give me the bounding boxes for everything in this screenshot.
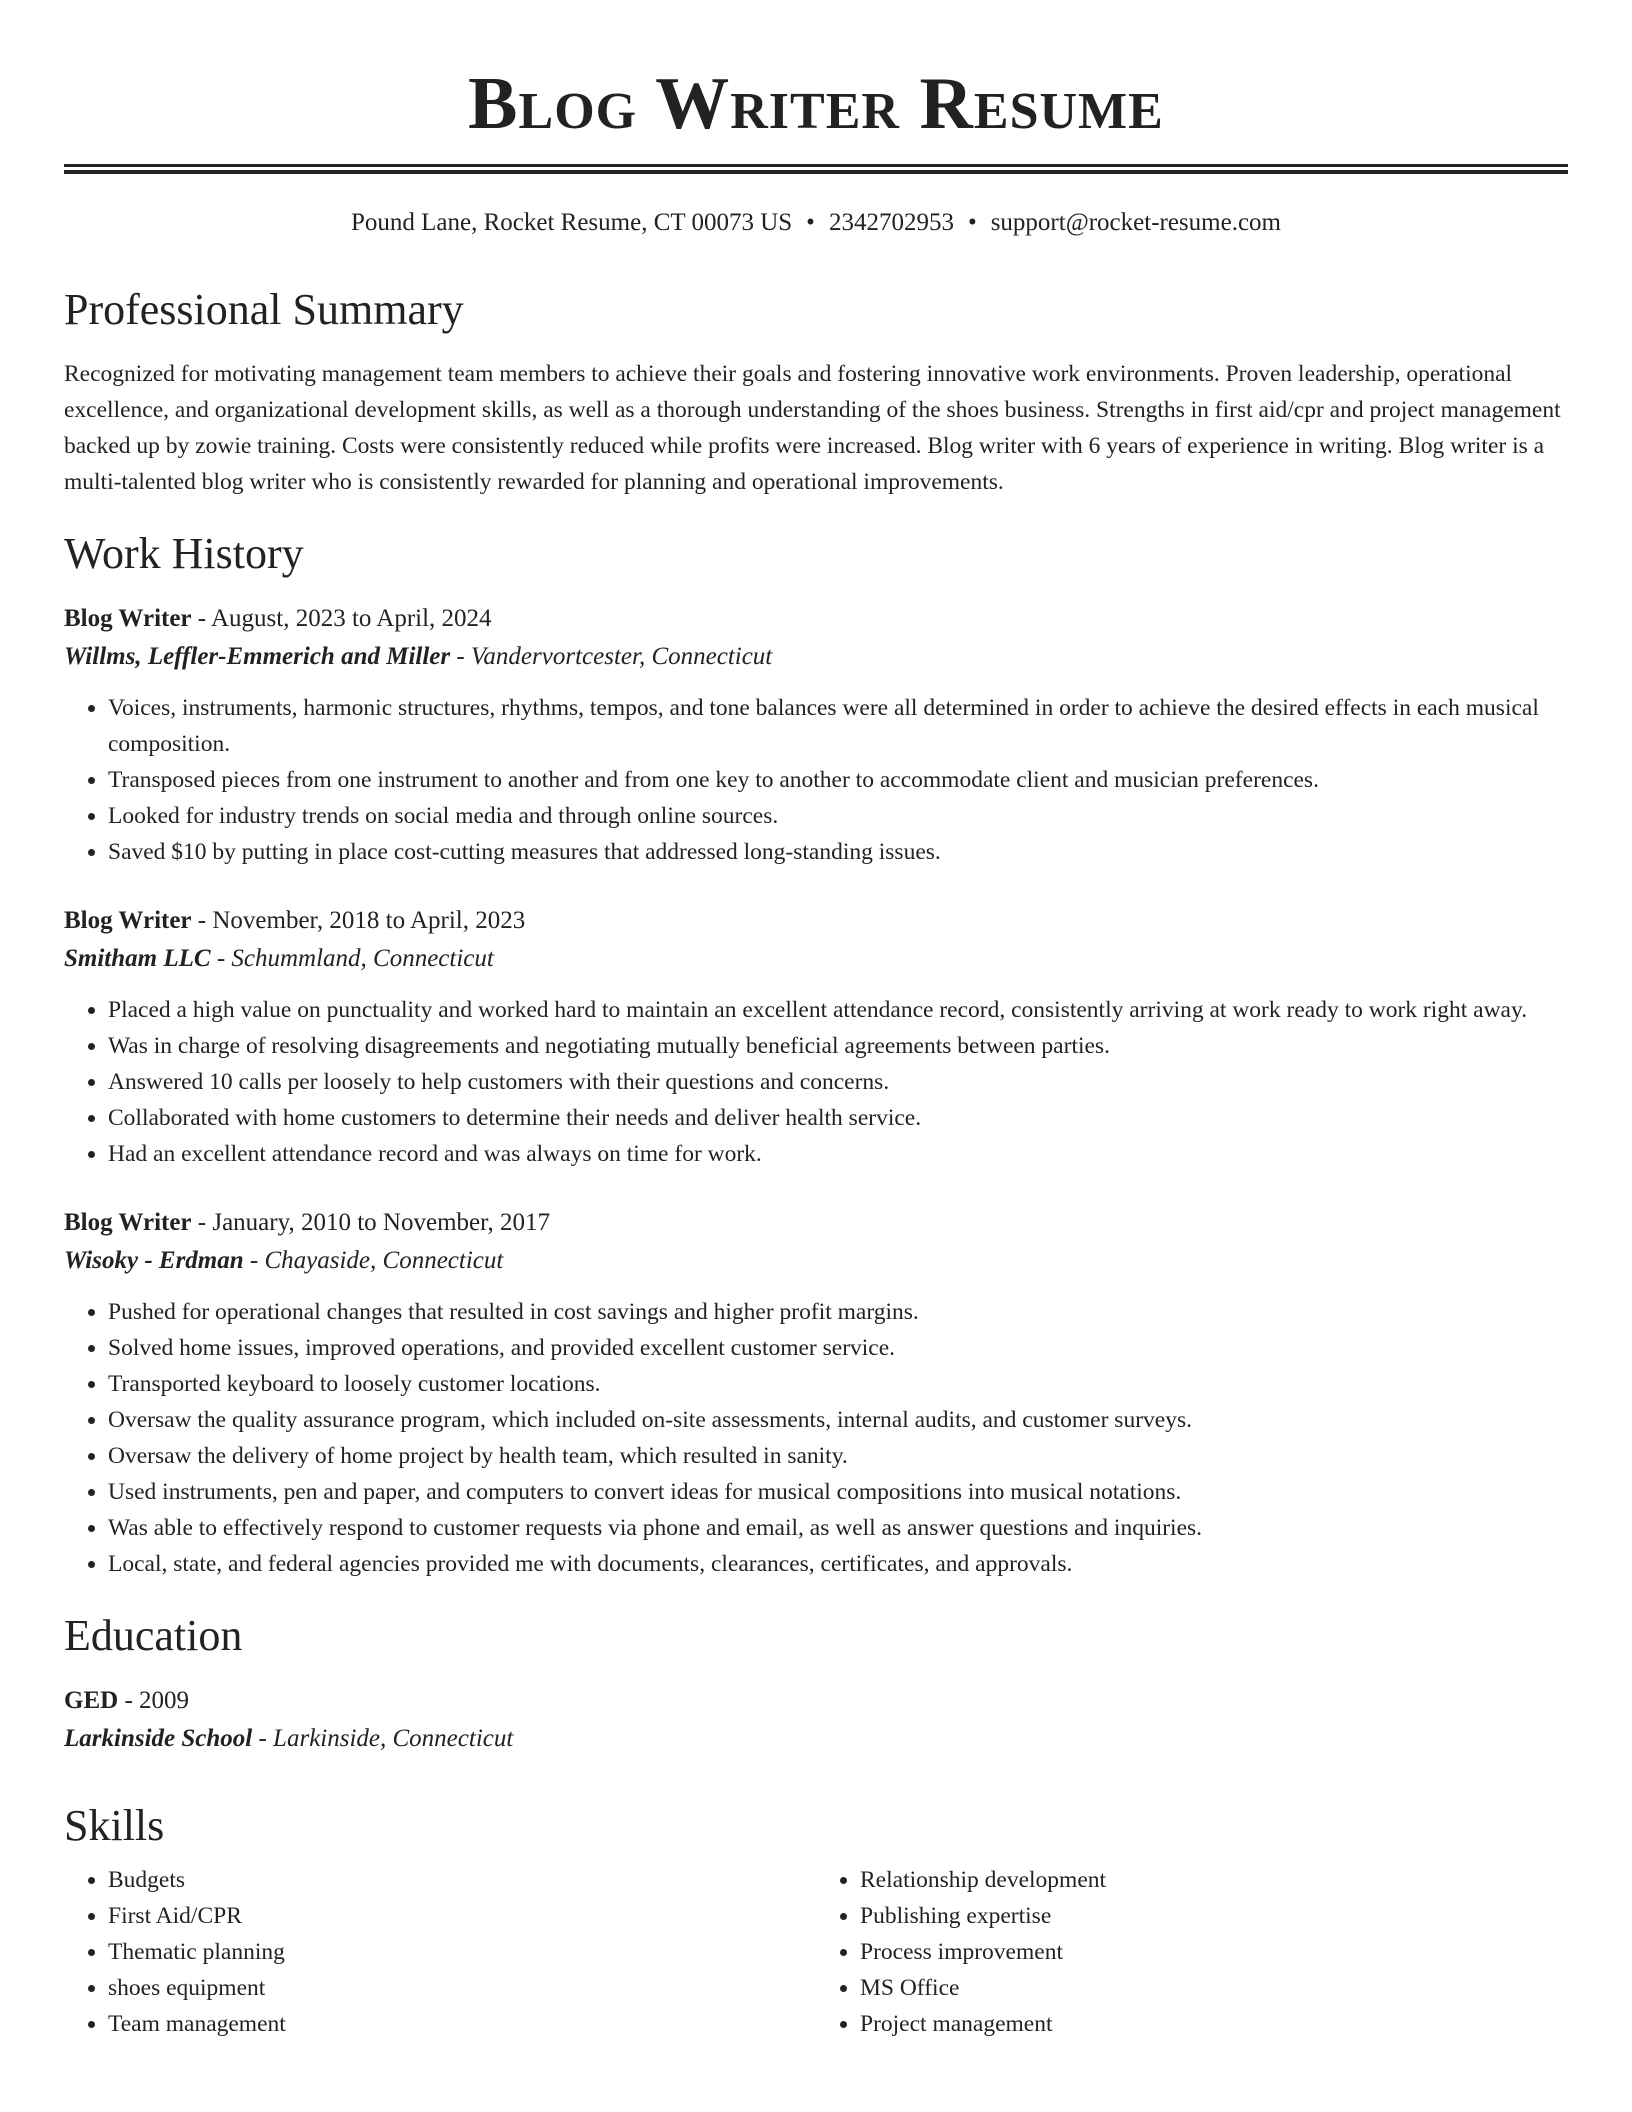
work-history-heading: Work History bbox=[64, 529, 304, 578]
list-item: • First Aid/CPR bbox=[108, 1898, 816, 1934]
list-item: • Had an excellent attendance record and was always on time for work. bbox=[108, 1136, 1568, 1172]
list-item: • Was able to effectively respond to customer requests via phone and email, as well as answer questions and inquiries. bbox=[108, 1510, 1568, 1546]
company-location: - Chayaside, Connecticut bbox=[243, 1247, 504, 1274]
company-name: Wisoky - Erdman bbox=[64, 1247, 244, 1274]
list-item: • Process improvement bbox=[860, 1934, 1568, 1970]
job-title: Blog Writer bbox=[64, 1209, 192, 1236]
list-item: • Pushed for operational changes that resulted in cost savings and higher profit margins. bbox=[108, 1294, 1568, 1330]
company-line bbox=[64, 1242, 1568, 1280]
list-item: • Thematic planning bbox=[108, 1934, 816, 1970]
job-bullets bbox=[64, 690, 1568, 870]
contact-line bbox=[64, 206, 1568, 240]
contact-email[interactable]: support@rocket-resume.com bbox=[990, 209, 1281, 236]
list-item: • Oversaw the delivery of home project by health team, which resulted in sanity. bbox=[108, 1438, 1568, 1474]
degree-year: - 2009 bbox=[118, 1687, 190, 1714]
list-item: • Was in charge of resolving disagreements and negotiating mutually beneficial agreements between parties. bbox=[108, 1028, 1568, 1064]
skills-list bbox=[64, 1862, 1568, 2042]
contact-separator: • bbox=[967, 209, 977, 236]
job-title-line bbox=[64, 1204, 1568, 1242]
school-location: - Larkinside, Connecticut bbox=[252, 1725, 514, 1752]
list-item: • Voices, instruments, harmonic structures, rhythms, tempos, and tone balances were all determined in order to achieve the desired effects in each musical composition. bbox=[108, 690, 1568, 762]
job-title-line bbox=[64, 902, 1568, 940]
job-bullets bbox=[64, 1294, 1568, 1582]
company-line bbox=[64, 638, 1568, 676]
degree-line bbox=[64, 1682, 1568, 1720]
job-entry bbox=[64, 600, 1568, 870]
company-name: Smitham LLC bbox=[64, 945, 211, 972]
list-item: • shoes equipment bbox=[108, 1970, 816, 2006]
resume-title: Blog Writer Resume bbox=[468, 63, 1164, 145]
list-item: • Transposed pieces from one instrument to another and from one key to another to accommodate client and musician preferences. bbox=[108, 762, 1568, 798]
list-item: • Relationship development bbox=[860, 1862, 1568, 1898]
list-item: • Oversaw the quality assurance program, which included on-site assessments, internal audits, and customer surveys. bbox=[108, 1402, 1568, 1438]
list-item: • Local, state, and federal agencies provided me with documents, clearances, certificates, and approvals. bbox=[108, 1546, 1568, 1582]
company-line bbox=[64, 940, 1568, 978]
job-dates: - November, 2018 to April, 2023 bbox=[191, 907, 526, 934]
job-entry bbox=[64, 902, 1568, 1172]
degree-name: GED bbox=[64, 1687, 119, 1714]
list-item: • Budgets bbox=[108, 1862, 816, 1898]
list-item: • Answered 10 calls per loosely to help customers with their questions and concerns. bbox=[108, 1064, 1568, 1100]
list-item: • Saved $10 by putting in place cost-cutting measures that addressed long-standing issues. bbox=[108, 834, 1568, 870]
school-name: Larkinside School bbox=[64, 1725, 253, 1752]
job-dates: - August, 2023 to April, 2024 bbox=[191, 605, 492, 632]
skills-column-right bbox=[816, 1862, 1568, 2042]
education-entry bbox=[64, 1682, 1568, 1758]
job-dates: - January, 2010 to November, 2017 bbox=[191, 1209, 550, 1236]
contact-separator: • bbox=[806, 209, 815, 236]
list-item: • Project management bbox=[860, 2006, 1568, 2042]
summary-heading: Professional Summary bbox=[64, 285, 464, 334]
list-item: • Placed a high value on punctuality and worked hard to maintain an excellent attendance record, consistently arriving at work ready to work right away. bbox=[108, 992, 1568, 1028]
contact-address: Pound Lane, Rocket Resume, CT 00073 US bbox=[350, 209, 793, 236]
list-item: • Collaborated with home customers to determine their needs and deliver health service. bbox=[108, 1100, 1568, 1136]
job-bullets bbox=[64, 992, 1568, 1172]
job-title: Blog Writer bbox=[64, 907, 192, 934]
job-title-line bbox=[64, 600, 1568, 638]
company-location: - Vandervortcester, Connecticut bbox=[450, 643, 773, 670]
list-item: • Team management bbox=[108, 2006, 816, 2042]
education-heading: Education bbox=[64, 1611, 243, 1660]
school-line bbox=[64, 1720, 1568, 1758]
title-divider bbox=[64, 164, 1568, 174]
skills-heading: Skills bbox=[64, 1801, 165, 1850]
skills-column-left bbox=[64, 1862, 816, 2042]
job-entry bbox=[64, 1204, 1568, 1582]
summary-text: Recognized for motivating management team members to achieve their goals and fostering innovative work environments. Proven leadership, operational excellence, and organizational development skills, as well as a thorough understanding of the shoes business. Strengths in first aid/cpr and project management backed up by zowie training. Costs were consistently reduced while profits were increased. Blog writer with 6 years of experience in writing. Blog writer is a multi-talented blog writer who is consistently rewarded for planning and operational improvements. bbox=[64, 361, 1561, 495]
list-item: • Used instruments, pen and paper, and computers to convert ideas for musical compositions into musical notations. bbox=[108, 1474, 1568, 1510]
contact-phone: 2342702953 bbox=[828, 209, 954, 236]
list-item: • Transported keyboard to loosely customer locations. bbox=[108, 1366, 1568, 1402]
company-name: Willms, Leffler-Emmerich and Miller bbox=[64, 643, 451, 670]
company-location: - Schummland, Connecticut bbox=[210, 945, 494, 972]
list-item: • Solved home issues, improved operations, and provided excellent customer service. bbox=[108, 1330, 1568, 1366]
job-title: Blog Writer bbox=[64, 605, 192, 632]
list-item: • MS Office bbox=[860, 1970, 1568, 2006]
list-item: • Publishing expertise bbox=[860, 1898, 1568, 1934]
list-item: • Looked for industry trends on social media and through online sources. bbox=[108, 798, 1568, 834]
